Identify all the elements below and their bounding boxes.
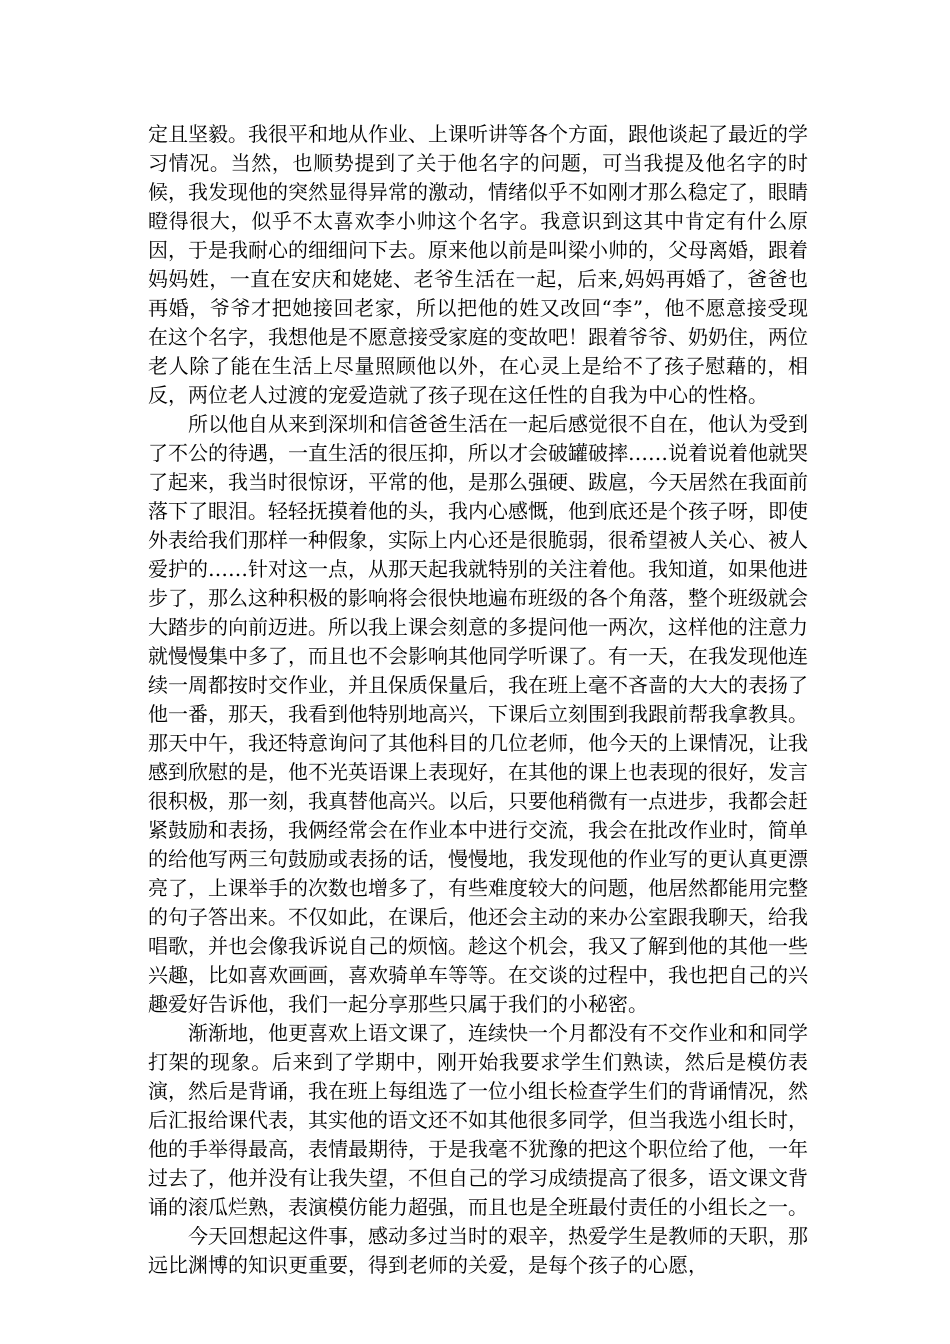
paragraph-4: 今天回想起这件事，感动多过当时的艰辛，热爱学生是教师的天职，那远比渊博的知识更重要，得到老师的关爱，是每个孩子的心愿， <box>148 1224 808 1277</box>
paragraph-3: 渐渐地，他更喜欢上语文课了，连续快一个月都没有不交作业和和同学打架的现象。后来到了学期中，刚开始我要求学生们熟读，然后是模仿表演，然后是背诵，我在班上每组选了一位小组长检查学生们的背诵情况，然后汇报给课代表，其实他的语文还不如其他很多同学，但当我选小组长时，他的手举得最高，表情最期待，于是我毫不犹豫的把这个职位给了他，一年过去了，他并没有让我失望，不但自己的学习成绩提高了很多，语文课文背诵的滚瓜烂熟，表演模仿能力超强，而且也是全班最付责任的小组长之一。 <box>148 1021 808 1219</box>
paragraph-2: 所以他自从来到深圳和信爸爸生活在一起后感觉很不自在，他认为受到了不公的待遇，一直生活的很压抑，所以才会破罐破摔……说着说着他就哭了起来，我当时很惊讶，平常的他，是那么强硬、跋扈，今天居然在我面前落下了眼泪。轻轻抚摸着他的头，我内心感慨，他到底还是个孩子呀，即使外表给我们那样一种假象，实际上内心还是很脆弱，很希望被人关心、被人爱护的……针对这一点，从那天起我就特别的关注着他。我知道，如果他进步了，那么这种积极的影响将会很快地遍布班级的各个角落，整个班级就会大踏步的向前迈进。所以我上课会刻意的多提问他一两次，这样他的注意力就慢慢集中多了，而且也不会影响其他同学听课了。有一天，在我发现他连续一周都按时交作业，并且保质保量后，我在班上毫不吝啬的大大的表扬了他一番，那天，我看到他特别地高兴，下课后立刻围到我跟前帮我拿教具。那天中午，我还特意询问了其他科目的几位老师，他今天的上课情况，让我感到欣慰的是，他不光英语课上表现好，在其他的课上也表现的很好，发言很积极，那一刻，我真替他高兴。以后，只要他稍微有一点进步，我都会赶紧鼓励和表扬，我俩经常会在作业本中进行交流，我会在批改作业时，简单的给他写两三句鼓励或表扬的话，慢慢地，我发现他的作业写的更认真更漂亮了，上课举手的次数也增多了，有些难度较大的问题，他居然都能用完整的句子答出来。不仅如此，在课后，他还会主动的来办公室跟我聊天，给我唱歌，并也会像我诉说自己的烦恼。趁这个机会，我又了解到他的其他一些兴趣，比如喜欢画画，喜欢骑单车等等。在交谈的过程中，我也把自己的兴趣爱好告诉他，我们一起分享那些只属于我们的小秘密。 <box>148 412 808 1016</box>
document-body <box>148 120 808 1280</box>
paragraph-1: 定且坚毅。我很平和地从作业、上课听讲等各个方面，跟他谈起了最近的学习情况。当然，也顺势提到了关于他名字的问题，可当我提及他名字的时候，我发现他的突然显得异常的激动，情绪似乎不如刚才那么稳定了，眼睛瞪得很大，似乎不太喜欢李小帅这个名字。我意识到这其中肯定有什么原因，于是我耐心的细细问下去。原来他以前是叫梁小帅的，父母离婚，跟着妈妈姓，一直在安庆和姥姥、老爷生活在一起，后来,妈妈再婚了，爸爸也再婚，爷爷才把她接回老家，所以把他的姓又改回“李”，他不愿意接受现在这个名字，我想他是不愿意接受家庭的变故吧！跟着爷爷、奶奶住，两位老人除了能在生活上尽量照顾他以外，在心灵上是给不了孩子慰藉的，相反，两位老人过渡的宠爱造就了孩子现在这任性的自我为中心的性格。 <box>148 122 808 407</box>
